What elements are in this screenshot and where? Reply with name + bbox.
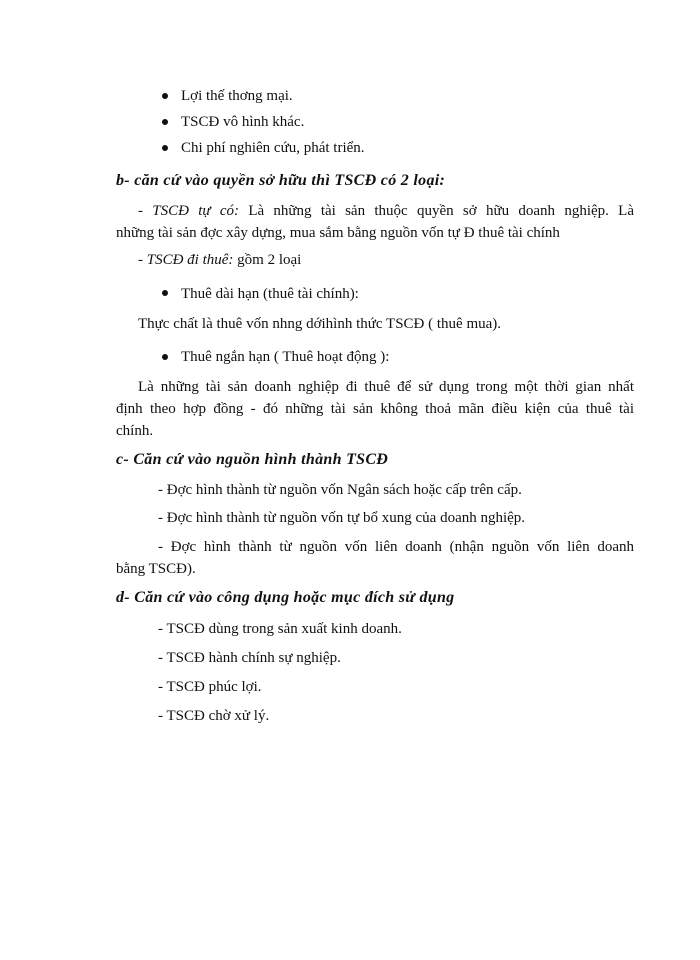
short-term-line-3: chính.: [116, 423, 154, 439]
section-c-item-1: - Đợc hình thành từ nguồn vốn Ngân sách hoặc cấp trên cấp.: [158, 482, 522, 498]
bullet-icon: [162, 354, 168, 360]
list-item: TSCĐ vô hình khác.: [181, 114, 305, 130]
list-item-short-term: Thuê ngắn hạn ( Thuê hoạt động ):: [181, 349, 390, 365]
list-item: Lợi thế thơng mại.: [181, 88, 293, 104]
list-item: Chi phí nghiên cứu, phát triển.: [181, 140, 365, 156]
bullet-icon: [162, 93, 168, 99]
section-d-heading: d- Căn cứ vào công dụng hoặc mục đích sử dụng: [116, 589, 455, 606]
di-thue-label: - TSCĐ đi thuê:: [138, 252, 234, 268]
di-thue-line: [138, 249, 301, 271]
long-term-description: Thực chất là thuê vốn nhng dớihình thức TSCĐ ( thuê mua).: [138, 316, 502, 332]
section-d-item: - TSCĐ dùng trong sản xuất kinh doanh.: [158, 621, 402, 637]
di-thue-text: gồm 2 loại: [233, 252, 302, 268]
bullet-icon: [162, 145, 168, 151]
bullet-icon: [162, 290, 168, 296]
tu-co-text: Là những tài sản thuộc quyền sở hữu doanh nghiệp. Là: [239, 203, 634, 219]
section-c-item-3-line-1: - Đợc hình thành từ nguồn vốn liên doanh (nhận nguồn vốn liên doanh: [158, 539, 634, 555]
section-d-item: - TSCĐ hành chính sự nghiệp.: [158, 650, 341, 666]
tu-co-line-2: những tài sản đợc xây dựng, mua sắm bằng nguồn vốn tự Đ thuê tài chính: [116, 225, 560, 241]
bullet-icon: [162, 119, 168, 125]
section-b-heading: b- căn cứ vào quyền sở hữu thì TSCĐ có 2 loại:: [116, 172, 446, 189]
tu-co-label: - TSCĐ tự có:: [138, 203, 240, 219]
short-term-line-2: định theo hợp đồng - đó những tài sản không thoả mãn điều kiện của thuê tài: [116, 401, 634, 417]
list-item-long-term: Thuê dài hạn (thuê tài chính):: [181, 286, 359, 302]
section-c-item-3-line-2: bằng TSCĐ).: [116, 561, 196, 577]
section-d-item: - TSCĐ chờ xử lý.: [158, 708, 270, 724]
section-c-heading: c- Căn cứ vào nguồn hình thành TSCĐ: [116, 451, 389, 468]
tu-co-line-1: [138, 200, 634, 222]
short-term-line-1: Là những tài sản doanh nghiệp đi thuê để sử dụng trong một thời gian nhất: [138, 379, 634, 395]
section-c-item-2: - Đợc hình thành từ nguồn vốn tự bổ xung của doanh nghiệp.: [158, 510, 526, 526]
section-d-item: - TSCĐ phúc lợi.: [158, 679, 262, 695]
